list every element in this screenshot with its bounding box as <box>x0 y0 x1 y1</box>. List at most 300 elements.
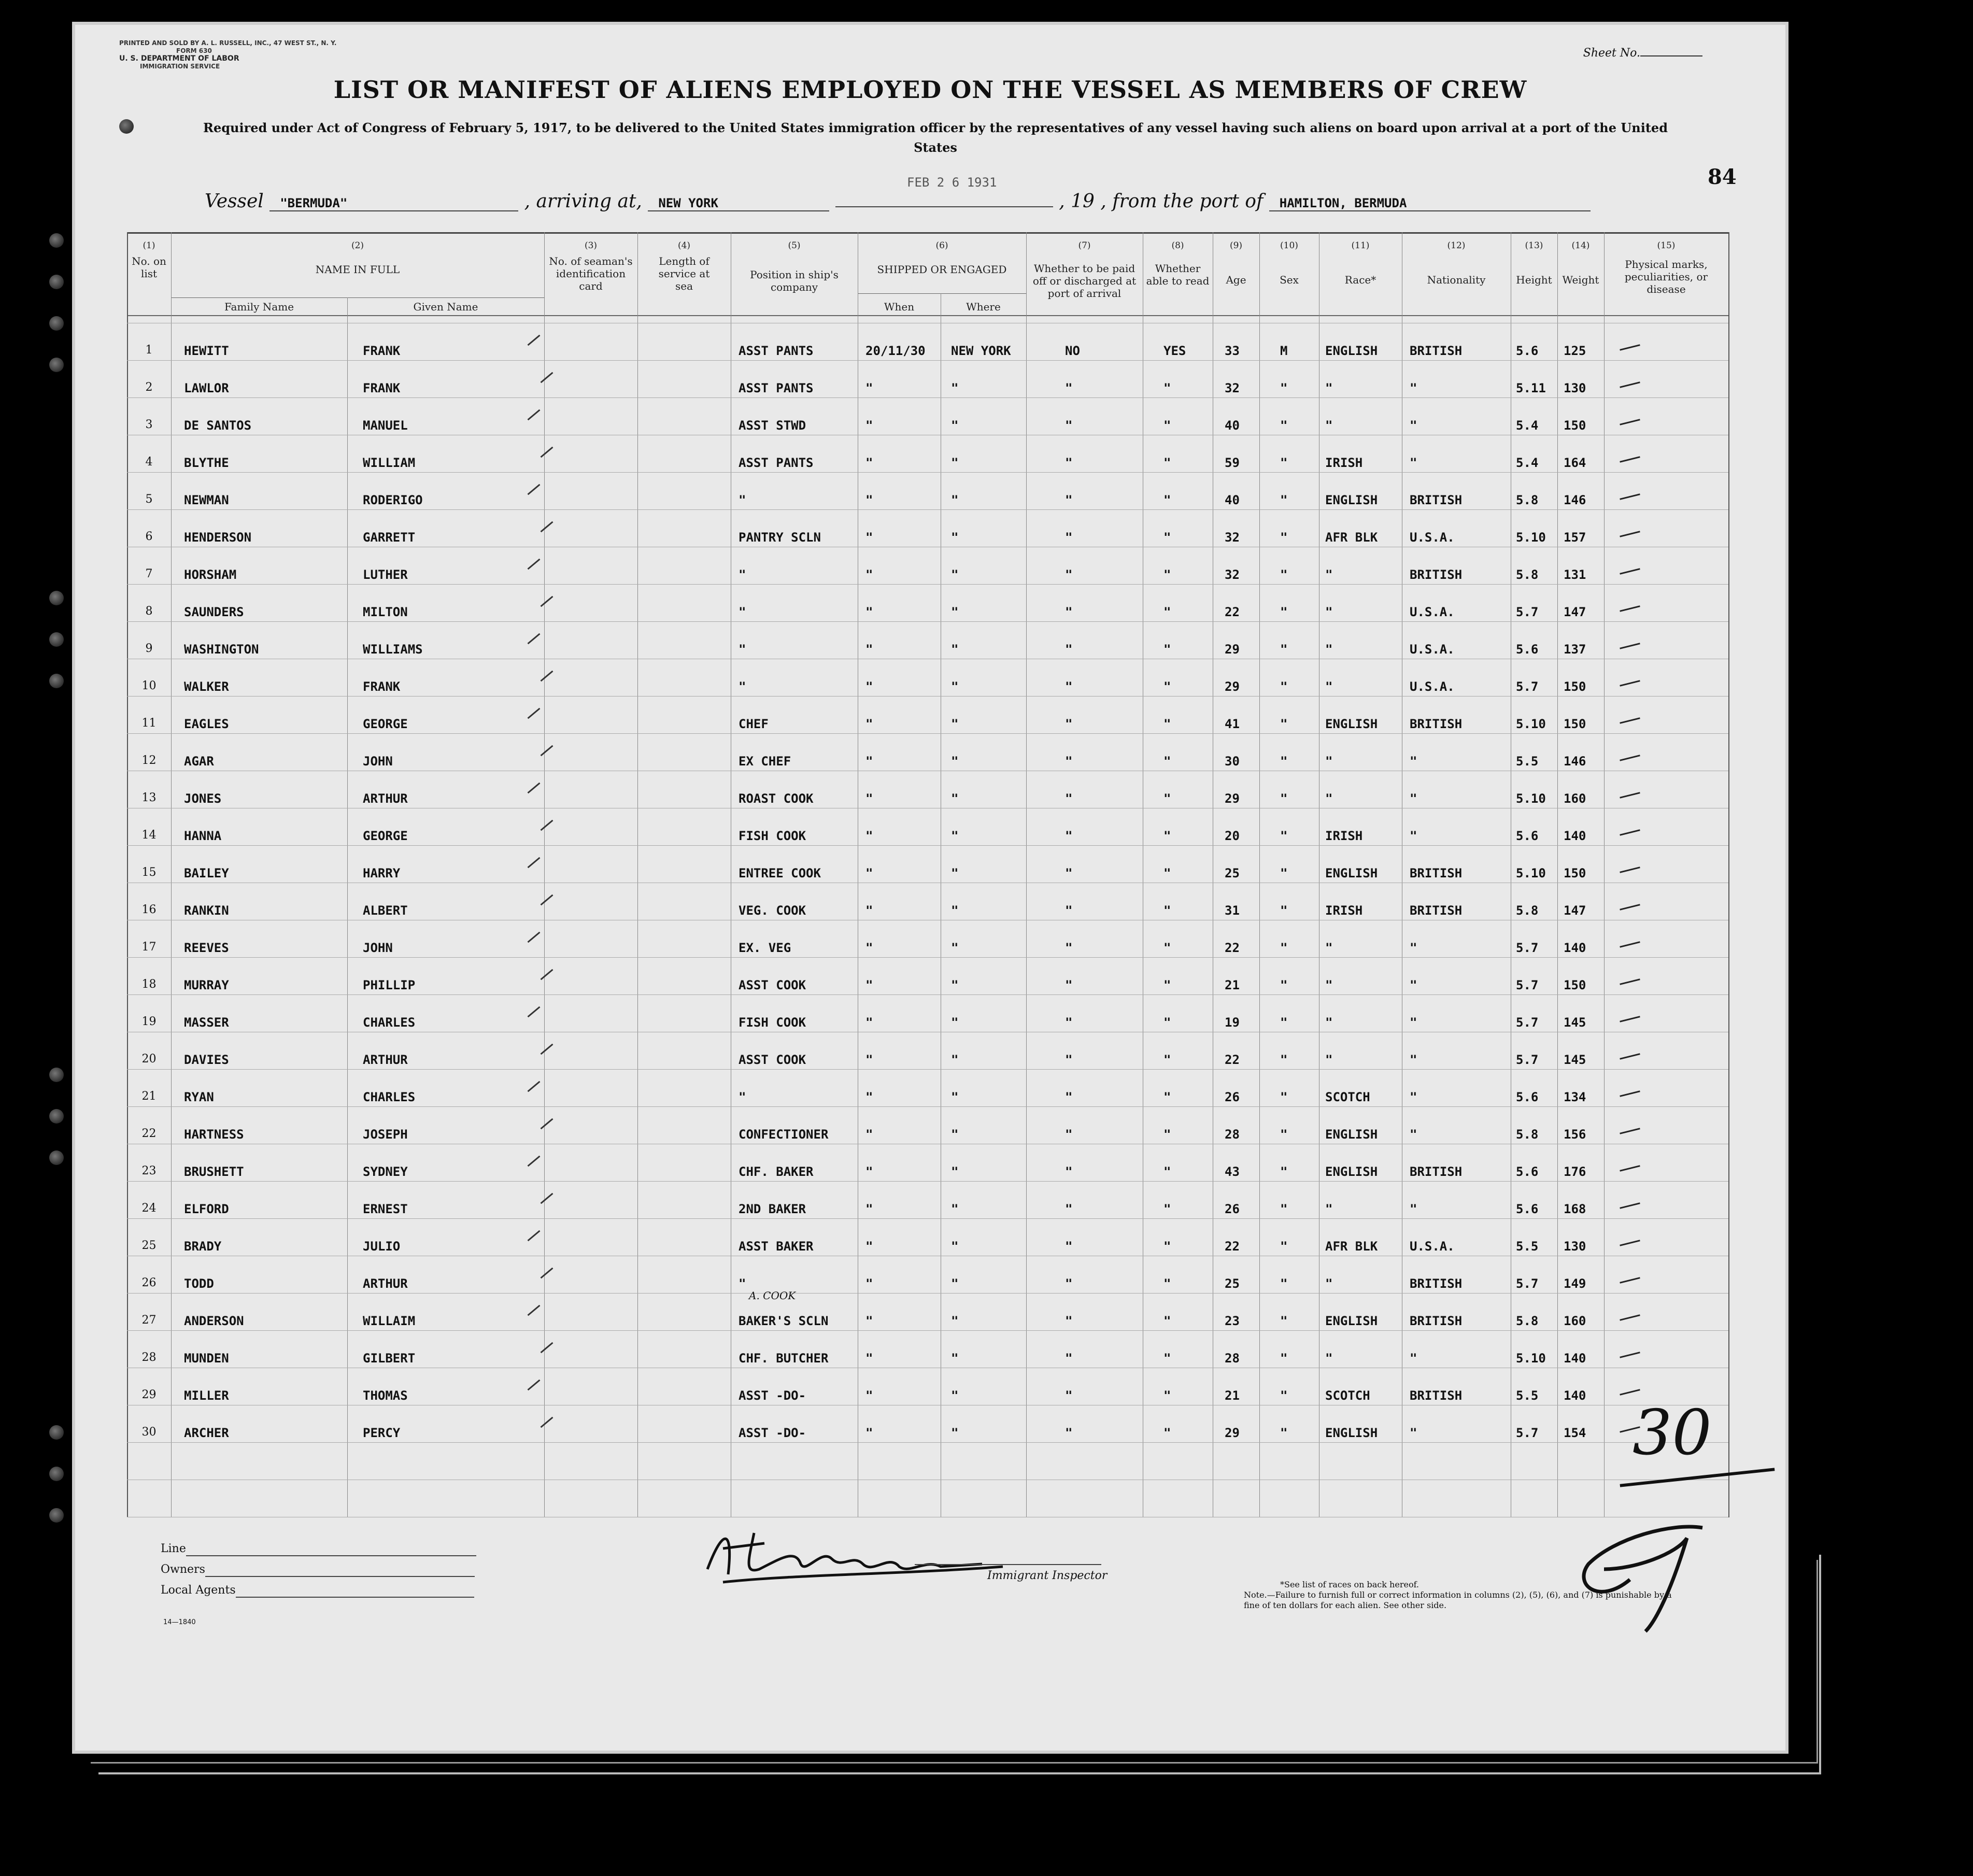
cell-nat: " <box>1410 456 1417 470</box>
col-13-number: (13) <box>1525 240 1543 251</box>
cell-age: 29 <box>1225 1426 1240 1440</box>
cell-sex: " <box>1280 1202 1288 1216</box>
check-mark <box>541 1118 553 1130</box>
signature-scribble <box>692 1517 1055 1595</box>
department: U. S. DEPARTMENT OF LABOR <box>119 54 239 63</box>
col-6-number: (6) <box>935 240 948 251</box>
physical-marks-dash <box>1620 1090 1640 1097</box>
physical-marks-dash <box>1620 344 1640 351</box>
cell-race: " <box>1325 1053 1333 1067</box>
cell-family: HARTNESS <box>184 1127 244 1142</box>
cell-age: 22 <box>1225 941 1240 955</box>
cell-nat: " <box>1410 418 1417 433</box>
cell-no: 1 <box>145 344 153 357</box>
col-4-header: Length of service at sea <box>658 255 710 292</box>
cell-given: LUTHER <box>363 567 408 582</box>
cell-race: ENGLISH <box>1325 1314 1378 1328</box>
cell-paid: " <box>1065 903 1073 918</box>
cell-height: 5.10 <box>1516 1351 1546 1366</box>
cell-where: " <box>951 1090 959 1104</box>
cell-read: " <box>1163 1276 1171 1291</box>
cell-when: " <box>865 717 873 731</box>
cell-read: " <box>1163 866 1171 880</box>
binder-hole <box>49 233 64 248</box>
cell-position: " <box>739 567 746 582</box>
cell-sex: " <box>1280 567 1288 582</box>
cell-given: WILLIAM <box>363 456 416 470</box>
cell-when: " <box>865 493 873 507</box>
cell-race: ENGLISH <box>1325 1127 1378 1142</box>
cell-weight: 150 <box>1564 866 1586 880</box>
physical-marks-dash <box>1620 1128 1640 1134</box>
year-label: , 19 <box>1059 191 1095 212</box>
cell-sex: " <box>1280 717 1288 731</box>
cell-nat: BRITISH <box>1410 493 1463 507</box>
check-mark <box>528 1305 541 1316</box>
cell-height: 5.10 <box>1516 530 1546 545</box>
cell-height: 5.6 <box>1516 1090 1539 1104</box>
col-7-number: (7) <box>1078 240 1091 251</box>
cell-paid: " <box>1065 1388 1073 1403</box>
cell-no: 14 <box>141 829 157 842</box>
cell-given: ARTHUR <box>363 1276 408 1291</box>
cell-read: " <box>1163 1426 1171 1440</box>
cell-paid: " <box>1065 381 1073 395</box>
cell-paid: " <box>1065 1127 1073 1142</box>
cell-paid: " <box>1065 567 1073 582</box>
cell-nat: " <box>1410 1127 1417 1142</box>
cell-position: " <box>739 1090 746 1104</box>
physical-marks-dash <box>1620 1352 1640 1358</box>
binder-hole <box>49 1109 64 1124</box>
physical-marks-dash <box>1620 531 1640 537</box>
physical-marks-dash <box>1620 829 1640 836</box>
cell-where: " <box>951 903 959 918</box>
cell-paid: " <box>1065 1239 1073 1254</box>
cell-nat: BRITISH <box>1410 903 1463 918</box>
cell-sex: " <box>1280 791 1288 806</box>
cell-nat: U.S.A. <box>1410 1239 1455 1254</box>
cell-nat: U.S.A. <box>1410 679 1455 694</box>
cell-where: " <box>951 941 959 955</box>
cell-position: ASST STWD <box>739 418 806 433</box>
cell-where: " <box>951 791 959 806</box>
cell-position: " <box>739 493 746 507</box>
cell-age: 26 <box>1225 1202 1240 1216</box>
cell-age: 30 <box>1225 754 1240 769</box>
cell-when: " <box>865 903 873 918</box>
row-rule <box>127 957 1728 958</box>
cell-height: 5.7 <box>1516 941 1539 955</box>
cell-read: " <box>1163 829 1171 843</box>
cell-weight: 125 <box>1564 344 1586 358</box>
cell-sex: " <box>1280 642 1288 657</box>
document-title: LIST OR MANIFEST OF ALIENS EMPLOYED ON THE VESSEL AS MEMBERS OF CREW <box>333 76 1527 104</box>
check-mark <box>528 783 541 794</box>
cell-when: " <box>865 1202 873 1216</box>
cell-no: 29 <box>141 1388 157 1401</box>
cell-given: GARRETT <box>363 530 416 545</box>
cell-race: ENGLISH <box>1325 1164 1378 1179</box>
cell-when: " <box>865 1314 873 1328</box>
cell-read: " <box>1163 1127 1171 1142</box>
cell-race: " <box>1325 642 1333 657</box>
inspector-line <box>915 1564 1101 1565</box>
cell-race: " <box>1325 754 1333 769</box>
cell-where: " <box>951 1127 959 1142</box>
cell-family: LAWLOR <box>184 381 229 395</box>
cell-position: ASST COOK <box>739 1053 806 1067</box>
cell-height: 5.7 <box>1516 1053 1539 1067</box>
cell-when: " <box>865 1015 873 1030</box>
column-rule <box>637 232 638 1517</box>
cell-age: 59 <box>1225 456 1240 470</box>
physical-marks-dash <box>1620 941 1640 948</box>
check-mark <box>541 447 553 458</box>
cell-given: JULIO <box>363 1239 401 1254</box>
physical-marks-dash <box>1620 493 1640 500</box>
cell-when: " <box>865 1090 873 1104</box>
cell-paid: " <box>1065 1202 1073 1216</box>
cell-no: 19 <box>141 1015 157 1028</box>
physical-marks-dash <box>1620 1202 1640 1209</box>
cell-family: RANKIN <box>184 903 229 918</box>
cell-read: " <box>1163 1053 1171 1067</box>
cell-family: AGAR <box>184 754 214 769</box>
cell-when: " <box>865 866 873 880</box>
cell-height: 5.10 <box>1516 791 1546 806</box>
cell-sex: " <box>1280 1314 1288 1328</box>
cell-read: " <box>1163 1351 1171 1366</box>
cell-height: 5.10 <box>1516 866 1546 880</box>
cell-weight: 140 <box>1564 1388 1586 1403</box>
cell-race: ENGLISH <box>1325 866 1378 880</box>
voyage-line <box>205 191 1591 212</box>
col-11-header: Race* <box>1344 274 1376 286</box>
cell-age: 43 <box>1225 1164 1240 1179</box>
col-4-number: (4) <box>677 240 691 251</box>
cell-given: WILLIAMS <box>363 642 423 657</box>
cell-age: 28 <box>1225 1351 1240 1366</box>
cell-no: 25 <box>141 1239 157 1252</box>
cell-sex: " <box>1280 1164 1288 1179</box>
row-rule <box>127 994 1728 995</box>
cell-given: CHARLES <box>363 1090 416 1104</box>
cell-height: 5.6 <box>1516 344 1539 358</box>
cell-weight: 130 <box>1564 381 1586 395</box>
cell-position: " <box>739 605 746 619</box>
cell-when: " <box>865 1164 873 1179</box>
check-mark <box>541 969 553 980</box>
physical-marks-dash <box>1620 381 1640 388</box>
vessel-name: "BERMUDA" <box>269 196 518 211</box>
cell-read: " <box>1163 1015 1171 1030</box>
cell-position: BAKER'S SCLN <box>739 1314 829 1328</box>
cell-when: " <box>865 978 873 992</box>
cell-when: " <box>865 530 873 545</box>
cell-position: FISH COOK <box>739 1015 806 1030</box>
cell-where: " <box>951 1426 959 1440</box>
cell-no: 22 <box>141 1127 157 1140</box>
cell-nat: " <box>1410 1053 1417 1067</box>
cell-paid: " <box>1065 754 1073 769</box>
check-mark <box>541 1268 553 1279</box>
physical-marks-dash <box>1620 1053 1640 1060</box>
row-rule <box>127 1069 1728 1070</box>
binder-hole <box>49 1508 64 1523</box>
cell-race: AFR BLK <box>1325 1239 1378 1254</box>
cell-race: SCOTCH <box>1325 1090 1370 1104</box>
cell-height: 5.11 <box>1516 381 1546 395</box>
owners-field: Owners <box>161 1563 475 1577</box>
cell-read: " <box>1163 1090 1171 1104</box>
binder-hole <box>49 1425 64 1440</box>
cell-race: " <box>1325 1015 1333 1030</box>
cell-weight: 140 <box>1564 941 1586 955</box>
cell-age: 29 <box>1225 679 1240 694</box>
col-3-number: (3) <box>584 240 598 251</box>
cell-sex: " <box>1280 1053 1288 1067</box>
cell-nat: BRITISH <box>1410 1164 1463 1179</box>
cell-sex: " <box>1280 1090 1288 1104</box>
cell-paid: " <box>1065 978 1073 992</box>
binder-hole <box>49 1467 64 1481</box>
cell-age: 41 <box>1225 717 1240 731</box>
cell-read: " <box>1163 381 1171 395</box>
check-mark <box>528 633 541 645</box>
cell-no: 16 <box>141 903 157 916</box>
cell-height: 5.5 <box>1516 1239 1539 1254</box>
cell-family: BAILEY <box>184 866 229 880</box>
cell-family: JONES <box>184 791 222 806</box>
cell-sex: " <box>1280 530 1288 545</box>
cell-where: " <box>951 642 959 657</box>
cell-given: MILTON <box>363 605 408 619</box>
col-15-number: (15) <box>1657 240 1676 251</box>
check-mark <box>528 1230 541 1242</box>
col-9-header: Age <box>1226 274 1246 286</box>
cell-no: 13 <box>141 791 157 804</box>
cell-height: 5.6 <box>1516 642 1539 657</box>
cell-family: WASHINGTON <box>184 642 259 657</box>
cell-height: 5.7 <box>1516 978 1539 992</box>
inspector-label: Immigrant Inspector <box>987 1569 1108 1582</box>
cell-where: " <box>951 1053 959 1067</box>
cell-where: " <box>951 754 959 769</box>
physical-marks-dash <box>1620 978 1640 985</box>
cell-race: ENGLISH <box>1325 717 1378 731</box>
binder-hole <box>49 358 64 372</box>
cell-family: ELFORD <box>184 1202 229 1216</box>
cell-where: " <box>951 493 959 507</box>
cell-weight: 134 <box>1564 1090 1586 1104</box>
cell-family: MILLER <box>184 1388 229 1403</box>
cell-weight: 154 <box>1564 1426 1586 1440</box>
col-10-header: Sex <box>1280 274 1299 286</box>
cell-sex: M <box>1280 344 1288 358</box>
cell-age: 32 <box>1225 530 1240 545</box>
cell-read: " <box>1163 1164 1171 1179</box>
sheet-number: Sheet No. <box>1583 47 1702 60</box>
cell-nat: BRITISH <box>1410 567 1463 582</box>
cell-read: " <box>1163 493 1171 507</box>
cell-position: " <box>739 642 746 657</box>
col-14-header: Weight <box>1562 274 1599 286</box>
cell-when: 20/11/30 <box>865 344 926 358</box>
cell-family: MURRAY <box>184 978 229 992</box>
row-rule <box>127 1442 1728 1443</box>
cell-paid: " <box>1065 1426 1073 1440</box>
cell-no: 27 <box>141 1314 157 1327</box>
cell-when: " <box>865 1239 873 1254</box>
check-mark <box>541 820 553 831</box>
binder-hole <box>49 275 64 289</box>
cell-given: ERNEST <box>363 1202 408 1216</box>
cell-race: " <box>1325 791 1333 806</box>
cell-height: 5.10 <box>1516 717 1546 731</box>
cell-read: " <box>1163 530 1171 545</box>
cell-paid: " <box>1065 791 1073 806</box>
cell-sex: " <box>1280 903 1288 918</box>
cell-read: " <box>1163 1202 1171 1216</box>
col-8-number: (8) <box>1171 240 1184 251</box>
col-10-number: (10) <box>1280 240 1298 251</box>
cell-sex: " <box>1280 1239 1288 1254</box>
cell-weight: 140 <box>1564 1351 1586 1366</box>
cell-no: 6 <box>145 530 153 543</box>
cell-when: " <box>865 418 873 433</box>
cell-weight: 150 <box>1564 978 1586 992</box>
cell-paid: " <box>1065 829 1073 843</box>
manifest-table <box>127 232 1728 1517</box>
cell-sex: " <box>1280 941 1288 955</box>
cell-weight: 147 <box>1564 605 1586 619</box>
cell-position: ROAST COOK <box>739 791 814 806</box>
cell-paid: " <box>1065 717 1073 731</box>
cell-given: FRANK <box>363 381 401 395</box>
cell-age: 22 <box>1225 605 1240 619</box>
cell-position: " <box>739 679 746 694</box>
cell-paid: " <box>1065 1351 1073 1366</box>
cell-position: ASST PANTS <box>739 456 814 470</box>
binder-hole <box>49 1068 64 1082</box>
cell-weight: 160 <box>1564 791 1586 806</box>
cell-paid: " <box>1065 493 1073 507</box>
cell-paid: " <box>1065 866 1073 880</box>
cell-read: " <box>1163 791 1171 806</box>
cell-age: 21 <box>1225 1388 1240 1403</box>
cell-nat: " <box>1410 1426 1417 1440</box>
cell-given: MANUEL <box>363 418 408 433</box>
cell-position: ASST PANTS <box>739 344 814 358</box>
cell-family: BLYTHE <box>184 456 229 470</box>
col-8-header: Whether able to read <box>1146 262 1210 287</box>
cell-position: PANTRY SCLN <box>739 530 821 545</box>
check-mark <box>528 484 541 495</box>
cell-where: " <box>951 717 959 731</box>
cell-race: " <box>1325 978 1333 992</box>
cell-no: 3 <box>145 418 153 431</box>
cell-age: 32 <box>1225 381 1240 395</box>
cell-read: " <box>1163 978 1171 992</box>
cell-race: IRISH <box>1325 903 1363 918</box>
binder-hole <box>119 119 134 134</box>
cell-given: FRANK <box>363 679 401 694</box>
physical-marks-dash <box>1620 456 1640 463</box>
check-mark <box>541 1417 553 1428</box>
cell-sex: " <box>1280 1015 1288 1030</box>
check-mark <box>528 1081 541 1092</box>
cell-paid: " <box>1065 605 1073 619</box>
cell-race: " <box>1325 418 1333 433</box>
cell-sex: " <box>1280 1351 1288 1366</box>
cell-race: " <box>1325 941 1333 955</box>
physical-marks-dash <box>1620 1016 1640 1022</box>
cell-family: WALKER <box>184 679 229 694</box>
cell-paid: " <box>1065 1314 1073 1328</box>
arriving-port: NEW YORK <box>648 196 829 211</box>
cell-race: " <box>1325 605 1333 619</box>
cell-when: " <box>865 456 873 470</box>
row-rule <box>127 621 1728 622</box>
check-mark <box>528 335 541 346</box>
cell-race: " <box>1325 567 1333 582</box>
physical-marks-dash <box>1620 1389 1640 1396</box>
cell-height: 5.8 <box>1516 567 1539 582</box>
cell-weight: 147 <box>1564 903 1586 918</box>
cell-given: SYDNEY <box>363 1164 408 1179</box>
cell-nat: BRITISH <box>1410 1388 1463 1403</box>
cell-family: RYAN <box>184 1090 214 1104</box>
cell-when: " <box>865 642 873 657</box>
check-mark <box>541 596 553 607</box>
cell-no: 24 <box>141 1202 157 1215</box>
cell-race: " <box>1325 679 1333 694</box>
cell-family: DE SANTOS <box>184 418 252 433</box>
printer-line: PRINTED AND SOLD BY A. L. RUSSELL, INC., 47 WEST ST., N. Y. <box>119 39 337 47</box>
cell-position: ENTREE COOK <box>739 866 821 880</box>
cell-given: JOHN <box>363 941 393 955</box>
cell-height: 5.4 <box>1516 418 1539 433</box>
cell-position: " <box>739 1276 746 1291</box>
cell-no: 30 <box>141 1426 157 1439</box>
cell-nat: " <box>1410 941 1417 955</box>
penalty-note: Note.—Failure to furnish full or correct information in columns (2), (5), (6), and (7) is punishable by a fine of ten dollars for each alien. See other side. <box>1244 1590 1672 1610</box>
cell-paid: " <box>1065 1164 1073 1179</box>
cell-where: " <box>951 530 959 545</box>
cell-family: MASSER <box>184 1015 229 1030</box>
column-rule <box>1259 232 1260 1517</box>
cell-where: " <box>951 1239 959 1254</box>
cell-where: " <box>951 679 959 694</box>
cell-read: " <box>1163 679 1171 694</box>
cell-age: 29 <box>1225 642 1240 657</box>
manifest-page <box>75 25 1785 1751</box>
cell-position: ASST COOK <box>739 978 806 992</box>
cell-nat: " <box>1410 978 1417 992</box>
cell-height: 5.7 <box>1516 679 1539 694</box>
column-rule <box>1728 232 1729 1517</box>
cell-position: EX CHEF <box>739 754 791 769</box>
cell-when: " <box>865 1127 873 1142</box>
cell-position: FISH COOK <box>739 829 806 843</box>
cell-height: 5.6 <box>1516 1164 1539 1179</box>
col-6b-header: Where <box>966 301 1001 313</box>
cell-when: " <box>865 829 873 843</box>
cell-when: " <box>865 1426 873 1440</box>
cell-position: ASST BAKER <box>739 1239 814 1254</box>
cell-nat: BRITISH <box>1410 717 1463 731</box>
